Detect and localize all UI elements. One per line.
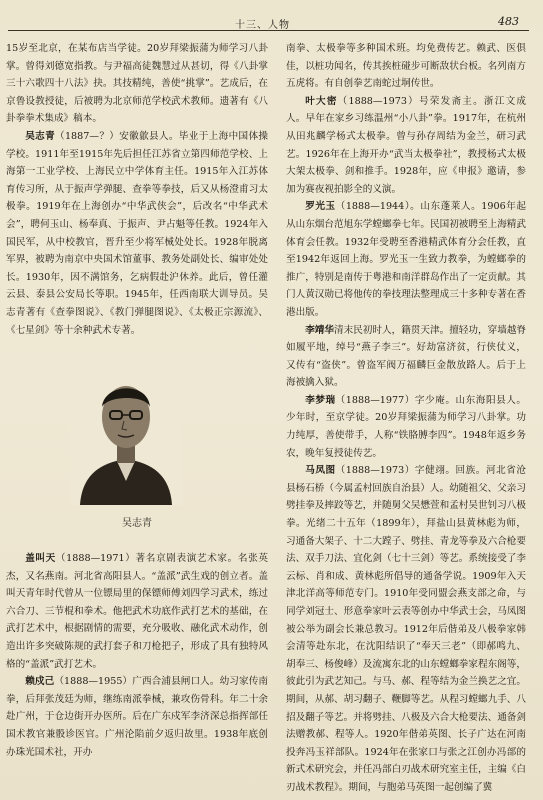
entry-text: （1888—1971）著名京剧表演艺术家。名张英杰，又名燕南。河北省高阳县人。“盖派”武生戏的创立者。盖叫天青年时代曾从一位镖局里的保镖师傅刘四学习武术，练过六合刀、三节棍和拳术。他把武术功底作武打艺术的基础，在武打艺术中，根据剧情的需要，充分吸收、融化武术动作，创造出许多突破陈规的武打套子和刀枪把子，形成了具有独特风格的“盖派”武打艺术。 bbox=[6, 553, 268, 670]
entry-text: （1888—1944）。山东蓬莱人。1906年起从山东烟台范旭东学螳螂拳七年。民国初被聘至上海精武体育会任教。1932年受聘至香港精武体育分会任教，直至1942年返回上海。罗光玉一生致力教拳，为螳螂拳的推广，特别是南传于粤港和南洋群岛作出了一定贡献。其门人黄汉勋已将他传的拳技理法整理成三十多种专著在香港出版。 bbox=[286, 201, 526, 318]
paragraph-continuation: 15岁至北京，在某布店当学徒。20岁拜梁振蒲为师学习八卦掌。曾得刘德宽指教。与尹福高徒魏慧过从甚切，得《八卦掌三十六歌四十八法》抉。其技精纯，善使“挑掌”。艺成后，在京鲁设教授徒，后被聘为北京师范学校武术教师。遗著有《八卦拳拳术集成》稿本。 bbox=[6, 43, 268, 125]
entry-text: （1888—1973）字健翊。回族。河北省沧县杨石桥（今属孟村回族自治县）人。幼随祖父、父亲习劈挂拳及摔跤等艺，并随舅父吴懋萱和孟村吴世钊习八极拳。光绪二十五年（1899年），拜盐山县黄林彪为师，习通备大架子、十二大蹚子、劈挂、青龙等拳及六合枪要法、双手刀法、宜化剑（七十三剑）等艺。系统接受了李云标、肖和成、黄林彪所倡导的通备学说。1909年入天津北洋高等师范专门。1910年受同盟会燕支部之命，与同学刘冠士、形意拳家叶云表等创办中华武士会，马凤图被公举为副会长兼总教习。1912年后偕弟及八极拳家韩会清等赴东北，在沈阳结识了“奉天三老”（即郝鸣九、胡奉三、杨俊峰）及流寓东北的山东螳螂拳家程东阁等，彼此引为武艺知己。与马、郝、程等结为金兰换艺之宜。期间，从郝、胡习翻子、鞭脚等艺。从程习螳螂九手、八招及翻子等艺。并将劈挂、八极及六合大枪要法、通备剑法赠教郝、程等人。1920年偕弟英图、长子广达在河南投奔冯玉祥部队。1924年在张家口与张之江创办冯部的新式术研究会，并任冯部白刃战术研究室主任，主编《白刃战术教程》。期间，与胞弟马英图一起创编了冀 bbox=[286, 465, 526, 792]
entry-ma-fengtu bbox=[286, 462, 526, 792]
entry-name: 李靖华 bbox=[305, 324, 334, 336]
running-header bbox=[0, 16, 543, 36]
entry-name: 罗光玉 bbox=[305, 201, 336, 213]
right-column bbox=[286, 40, 526, 792]
entry-lai-shuji bbox=[6, 673, 268, 761]
entry-name: 吴志青 bbox=[25, 130, 56, 142]
entry-name: 马凤图 bbox=[305, 465, 336, 477]
entry-text: 清末民初时人，籍贯天津。擅轻功，穿墙越脊如履平地，绰号“燕子李三”。好劫富济贫，行侠仗义，又传有“盗侠”。曾盗军阀万福麟巨金散放路人。后于上海被擒入狱。 bbox=[286, 324, 526, 389]
entry-name: 叶大密 bbox=[305, 95, 338, 107]
entry-text: （1888—1973）号荣发斋主。浙江文成人。早年在家乡习练温州“小八卦”拳。1917年，在杭州从田兆麟学杨式太极拳。曾与孙存周结为金兰，研习武艺。1926年在上海开办“武当太极拳社”，教授杨式太极大架太极拳、剑和推手。1928年，应《申报》邀请，参加为赛夜视拍影全的义演。 bbox=[286, 95, 526, 195]
chapter-title: 十三、人物 bbox=[235, 20, 290, 31]
photo-caption: 吴志青 bbox=[122, 518, 152, 530]
portrait-photo bbox=[70, 355, 182, 505]
header-rule bbox=[8, 30, 529, 31]
left-column bbox=[6, 40, 268, 792]
page-number: 483 bbox=[498, 15, 519, 28]
entry-name: 盖叫天 bbox=[25, 553, 56, 565]
entry-ye-dami bbox=[286, 93, 526, 199]
entry-text: （1888—1977）字少庵。山东海阳县人。少年时，至京学徒。20岁拜梁振蒲为师学习八卦掌。功力纯厚，善使带手，人称“铁胳膊李四”。1948年返乡务农，晚年复授徒传艺。 bbox=[286, 394, 526, 459]
entry-name: 赖戍己 bbox=[25, 676, 55, 688]
paragraph-continuation: 南拳、太极拳等多种国术班。均免费传艺。赖武、医俱佳，以桩功闻名，传其挨桩碰步可断敌状台板。名列南方五虎将。有自创拳艺南蛇过垌传世。 bbox=[286, 43, 526, 90]
entry-text: （1888—1955）广西合浦县闸口人。幼习家传南拳，后拜张茂廷为师，继练南派拳械，兼攻伤骨科。年二十余赴广州，于仓边街开办医所。后在广东戍军李济深总指挥部任国术教官兼骰诊医官。广州沦陷前夕返归故里。1938年底创办珠光国术社，开办 bbox=[6, 676, 268, 758]
entry-li-mengrui bbox=[286, 392, 526, 462]
entry-text: （1887—？）安徽歙县人。毕业于上海中国体操学校。1911年至1915年先后担任江苏省立第四师范学校、上海第一工业学校、上海民立中学体育主任。1915年入江苏体育传习所，从于振声学弹腿、查拳等拳技，后又从杨澄甫习太极拳。1919年在上海创办“中华武侠会”，后改名“中华武术会”，聘何玉山、杨奉真、于振声、尹占魁等任教。1924年入国民军，从中校教官，晋升至少将军械处处长。1928年脱离军界，被聘为南京中央国术馆董事、教务处副处长、编审处处长。1930年，因不满馆务，乞病假赴沪休养。此后，曾任灌云县、泰县公安局长等职。1945年，任西南联大训导员。吴志青著有《查拳图说》、《教门弹腿图说》、《太极正宗源流》、《七星剑》等十余种武术专著。 bbox=[6, 130, 268, 336]
entry-wu-zhiqing bbox=[6, 128, 268, 339]
entry-luo-guangyu bbox=[286, 198, 526, 321]
portrait-figure bbox=[6, 345, 268, 550]
entry-li-jinghua bbox=[286, 322, 526, 392]
entry-gai-jiaotian bbox=[6, 550, 268, 673]
entry-name: 李梦瑞 bbox=[305, 394, 336, 406]
